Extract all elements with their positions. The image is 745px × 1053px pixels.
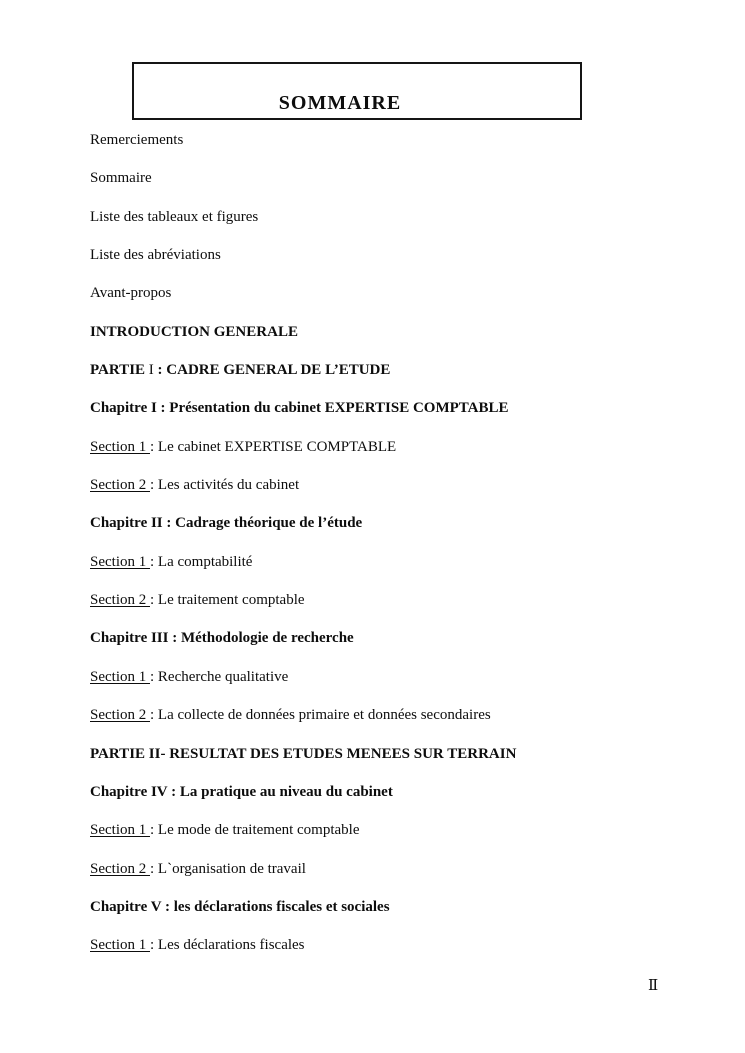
toc-entry-run: Section 2 [90,477,150,494]
toc-entry-run: Chapitre IV : La pratique au niveau du cabinet [90,783,393,800]
toc-entry-run: Section 1 [90,553,150,570]
toc-entry-run: Liste des abréviations [90,247,221,264]
toc-entry [90,389,690,427]
toc-entry-run: PARTIE [90,362,149,379]
toc-entry [90,735,690,773]
toc-entry-run: : La collecte de données primaire et données secondaires [150,707,491,724]
toc-entry-run: Avant-propos [90,285,172,302]
toc-entry-run: Liste des tableaux et figures [90,208,259,225]
toc-entry-run: : La comptabilité [150,553,253,570]
toc-entry-run: Section 1 [90,668,150,685]
toc-entry-run: Sommaire [90,170,152,187]
toc-entry [90,121,690,159]
toc-entry [90,543,690,581]
toc-entry-run: : L`organisation de travail [150,860,306,877]
toc-entry-run: : Le mode de traitement comptable [150,822,360,839]
toc-entry [90,773,690,811]
toc-entry-run: : Le cabinet EXPERTISE COMPTABLE [150,438,397,455]
toc-entry-run: : Le traitement comptable [150,592,305,609]
toc-entry-run: Chapitre V : les déclarations fiscales et sociales [90,898,390,915]
toc-entry-run: Remerciements [90,132,184,148]
toc-entry [90,466,690,504]
table-of-contents [90,121,690,965]
toc-entry [90,696,690,734]
toc-entry-run: I [148,362,154,379]
toc-entry-run: Section 2 [90,860,150,877]
toc-entry [90,581,690,619]
toc-entry-run: Section 1 [90,822,150,839]
sommaire-title-box [132,62,582,120]
toc-entry-run: Chapitre III : Méthodologie de recherche [90,630,354,647]
toc-entry-run: Chapitre II : Cadrage théorique de l’étude [90,515,363,532]
toc-entry [90,428,690,466]
toc-entry [90,313,690,351]
toc-entry [90,888,690,926]
toc-entry [90,274,690,312]
toc-entry-run: Chapitre I : Présentation du cabinet EXPERTISE COMPTABLE [90,400,509,417]
toc-entry-run: : Les activités du cabinet [150,477,300,494]
toc-entry [90,658,690,696]
toc-entry-run: PARTIE II- RESULTAT DES ETUDES MENEES SUR TERRAIN [90,745,517,762]
toc-entry-run: : CADRE GENERAL DE L’ETUDE [153,362,391,379]
toc-entry [90,811,690,849]
toc-entry [90,198,690,236]
toc-entry-run: Section 2 [90,707,150,724]
toc-entry [90,619,690,657]
page-title: SOMMAIRE [278,92,402,114]
toc-entry-run: Section 1 [90,937,150,954]
toc-entry [90,159,690,197]
toc-entry-run: Section 2 [90,592,150,609]
toc-entry-run: : Recherche qualitative [150,668,289,685]
toc-entry-run: INTRODUCTION GENERALE [90,323,298,340]
toc-entry [90,504,690,542]
toc-entry [90,236,690,274]
toc-entry-run: Section 1 [90,438,150,455]
toc-entry [90,926,690,964]
toc-entry [90,850,690,888]
page-number: Ⅱ [648,978,659,994]
toc-entry [90,351,690,389]
toc-entry-run: : Les déclarations fiscales [150,937,305,954]
